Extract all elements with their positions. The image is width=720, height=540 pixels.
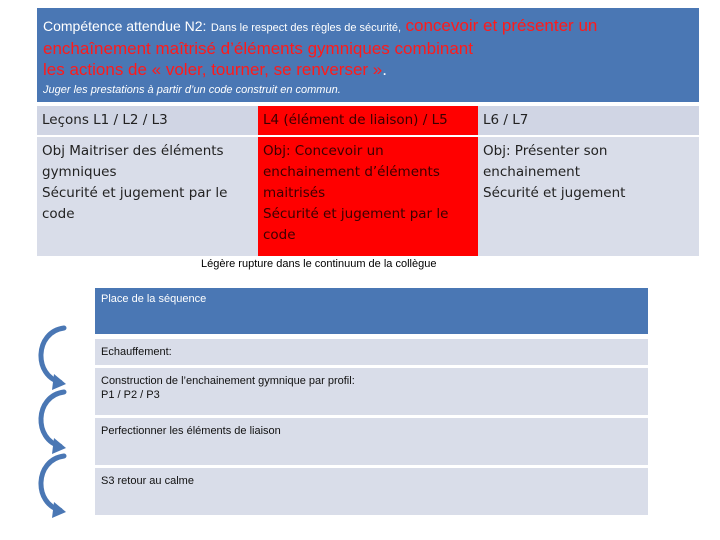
competence-goal-part-3: les actions de « voler, tourner, se renverser »: [43, 60, 383, 79]
header-line-1: [43, 16, 693, 38]
table-header-col3: L6 / L7: [478, 106, 699, 135]
competence-goal-part-1: concevoir et présenter un: [405, 16, 598, 35]
competence-goal-line-3: [43, 59, 693, 80]
lessons-table: [37, 106, 699, 256]
competence-context: Dans le respect des règles de sécurité,: [210, 22, 402, 34]
table-cell-col2: Obj: Concevoir un enchainement d’éléments maitrisés Sécurité et jugement par le code: [258, 137, 478, 256]
table-cell-col3: Obj: Présenter son enchainement Sécurité et jugement: [478, 137, 699, 256]
sequence-step-perfecting: Perfectionner les éléments de liaison: [95, 417, 648, 465]
curved-arrow-icon: [41, 328, 66, 390]
rupture-note: Légère rupture dans le continuum de la collègue: [201, 258, 437, 270]
sequence-arrows: [30, 324, 76, 529]
table-header-col1: Leçons L1 / L2 / L3: [37, 106, 258, 135]
sequence-title-block: Place de la séquence: [95, 288, 648, 334]
competence-goal-part-2: enchaînement maîtrisé d’éléments gymniques combinant: [43, 39, 473, 58]
curved-arrow-icon: [41, 392, 66, 454]
sequence-step-warmup: Echauffement:: [95, 338, 648, 365]
competence-goal-period: .: [382, 60, 387, 79]
sequence-step-construction: Construction de l’enchainement gymnique par profil: P1 / P2 / P3: [95, 367, 648, 415]
sequence-step-cooldown: S3 retour au calme: [95, 467, 648, 515]
competence-note: Juger les prestations à partir d’un code construit en commun.: [43, 84, 341, 96]
competence-label: Compétence attendue N2:: [43, 18, 207, 34]
curved-arrow-icon: [41, 456, 66, 518]
curved-arrows-svg: [30, 324, 76, 524]
table-cell-col1: Obj Maitriser des éléments gymniques Sécurité et jugement par le code: [37, 137, 258, 256]
competence-header: [37, 8, 699, 102]
table-header-col2: L4 (élément de liaison) / L5: [258, 106, 478, 135]
